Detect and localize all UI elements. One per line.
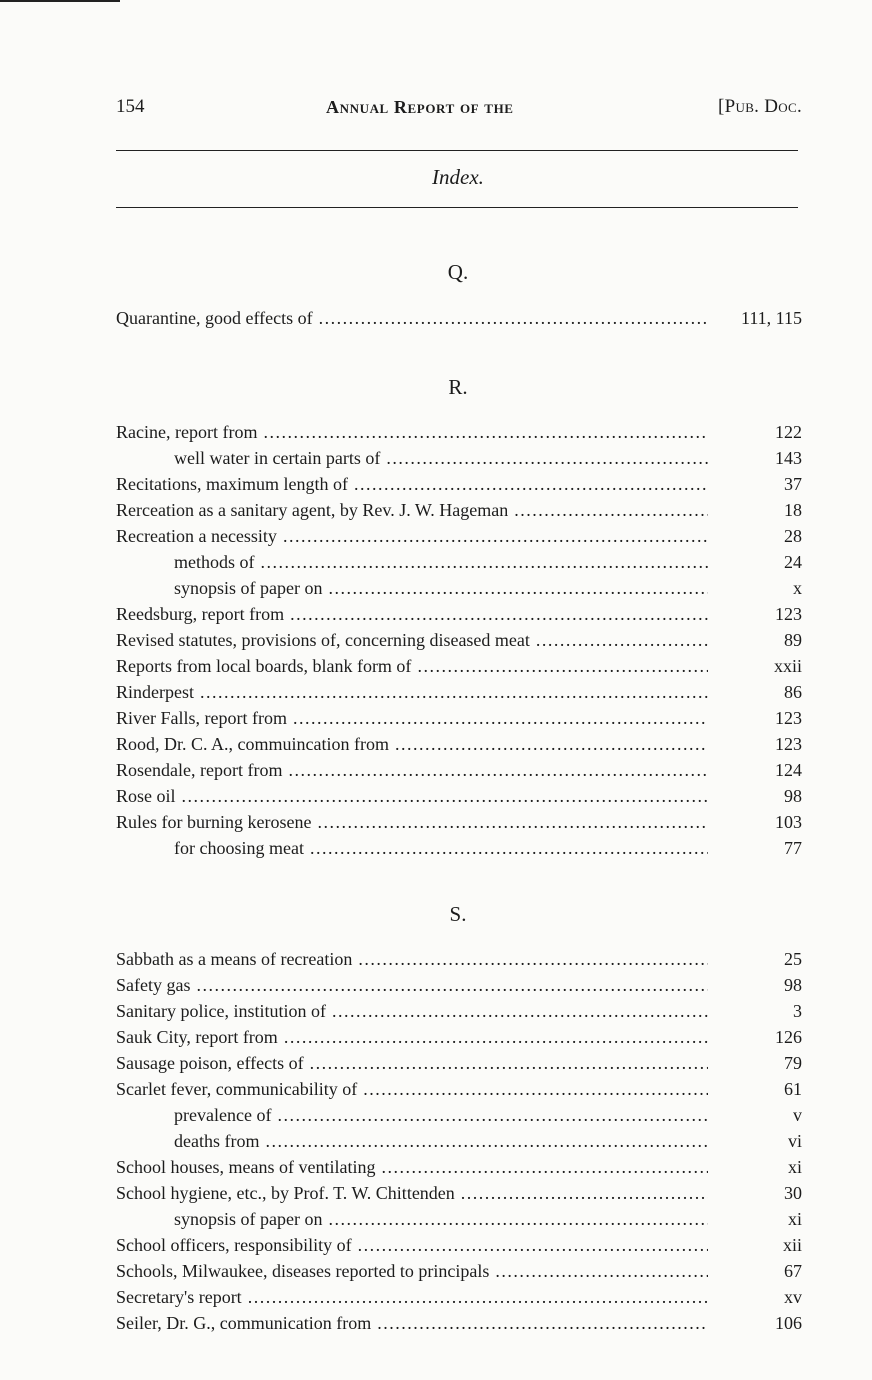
entry-page-reference: 77 [784,838,802,858]
entry-term: Quarantine, good effects of ..... [116,305,708,331]
entry-term: synopsis of paper on ..... [174,1206,708,1232]
entry-term: Schools, Milwaukee, diseases reported to principals ..... [116,1258,708,1284]
index-entry [116,497,802,523]
entry-term: School officers, responsibility of ..... [116,1232,708,1258]
entry-page-reference: 111, 115 [741,308,802,328]
entry-term: Recreation a necessity ..... [116,523,708,549]
entry-page-reference: 24 [784,552,802,572]
entry-term: Reports from local boards, blank form of ..... [116,653,708,679]
index-entry [116,601,802,627]
index-entry [116,757,802,783]
entry-term: Rood, Dr. C. A., commuincation from ..... [116,731,708,757]
entry-term: Secretary's report ..... [116,1284,708,1310]
entry-page-reference: 3 [793,1001,802,1021]
entry-term: Rosendale, report from ..... [116,757,708,783]
index-entry [116,946,802,972]
entry-term: methods of ..... [174,549,708,575]
section-r-entries [116,419,802,861]
index-entry [116,1024,802,1050]
index-entry [116,972,802,998]
entry-term: Scarlet fever, communicability of ..... [116,1076,708,1102]
entry-page-reference: 106 [775,1313,802,1333]
entry-page-reference: xxii [773,656,802,676]
entry-term: Safety gas ..... [116,972,708,998]
index-subentry [116,549,802,575]
index-entry [116,705,802,731]
index-entry [116,653,802,679]
index-title: Index. [432,165,484,189]
entry-term: Sauk City, report from ..... [116,1024,708,1050]
entry-term: synopsis of paper on ..... [174,575,708,601]
entry-page-reference: 86 [784,682,802,702]
index-entry [116,998,802,1024]
entry-term: School houses, means of ventilating ..... [116,1154,708,1180]
entry-page-reference: 123 [775,708,802,728]
index-entry [116,809,802,835]
top-edge-rule [0,0,120,2]
index-subentry [116,1128,802,1154]
entry-page-reference: 67 [784,1261,802,1281]
index-entry [116,1310,802,1336]
page-header [116,96,802,124]
entry-page-reference: 126 [775,1027,802,1047]
entry-page-reference: x [793,578,802,598]
entry-page-reference: v [793,1105,802,1125]
entry-term: Sanitary police, institution of ..... [116,998,708,1024]
entry-term: Rerceation as a sanitary agent, by Rev. J. W. Hageman ..... [116,497,708,523]
entry-term: Racine, report from ..... [116,419,708,445]
entry-term: School hygiene, etc., by Prof. T. W. Chittenden ..... [116,1180,708,1206]
index-subentry [116,835,802,861]
entry-page-reference: 143 [775,448,802,468]
entry-page-reference: 18 [784,500,802,520]
index-subentry [116,1102,802,1128]
entry-term: River Falls, report from ..... [116,705,708,731]
section-q-entries [116,305,802,331]
entry-term: Sabbath as a means of recreation ..... [116,946,708,972]
entry-page-reference: 124 [775,760,802,780]
page-number: 154 [116,96,145,117]
entry-page-reference: 61 [784,1079,802,1099]
entry-page-reference: xv [784,1287,802,1307]
entry-term: well water in certain parts of ..... [174,445,708,471]
entry-page-reference: xi [787,1209,802,1229]
entry-page-reference: 30 [784,1183,802,1203]
header-rule-bottom [116,207,798,208]
index-entry [116,783,802,809]
entry-page-reference: 25 [784,949,802,969]
entry-page-reference: 122 [775,422,802,442]
entry-term: Recitations, maximum length of ..... [116,471,708,497]
entry-page-reference: 89 [784,630,802,650]
section-s-entries [116,946,802,1336]
entry-term: Reedsburg, report from ..... [116,601,708,627]
entry-term: deaths from ..... [174,1128,708,1154]
entry-page-reference: 79 [784,1053,802,1073]
index-entry [116,1154,802,1180]
entry-page-reference: 37 [784,474,802,494]
section-letter-s: S. [449,902,467,926]
entry-page-reference: xii [782,1235,802,1255]
entry-page-reference: 98 [784,975,802,995]
index-entry [116,1284,802,1310]
index-entry [116,523,802,549]
index-entry [116,1076,802,1102]
entry-term: Rinderpest ..... [116,679,708,705]
entry-term: Revised statutes, provisions of, concerning diseased meat ..... [116,627,708,653]
entry-page-reference: 98 [784,786,802,806]
entry-page-reference: 123 [775,604,802,624]
entry-term: Rose oil ..... [116,783,708,809]
entry-term: Seiler, Dr. G., communication from ..... [116,1310,708,1336]
document-label: [Pub. Doc. [718,96,802,117]
index-entry [116,1232,802,1258]
entry-term: prevalence of ..... [174,1102,708,1128]
index-entry [116,305,802,331]
index-subentry [116,445,802,471]
index-entry [116,471,802,497]
entry-term: Rules for burning kerosene ..... [116,809,708,835]
index-entry [116,1258,802,1284]
entry-page-reference: 123 [775,734,802,754]
section-letter-q: Q. [447,260,469,284]
entry-term: for choosing meat ..... [174,835,708,861]
header-rule-top [116,150,798,151]
index-entry [116,1180,802,1206]
index-subentry [116,1206,802,1232]
entry-page-reference: 103 [775,812,802,832]
index-entry [116,731,802,757]
section-letter-r: R. [448,375,468,399]
entry-page-reference: vi [787,1131,802,1151]
entry-page-reference: 28 [784,526,802,546]
entry-page-reference: xi [787,1157,802,1177]
index-subentry [116,575,802,601]
entry-term: Sausage poison, effects of ..... [116,1050,708,1076]
index-entry [116,627,802,653]
running-title: Annual Report of the [326,97,514,117]
index-entry [116,679,802,705]
index-entry [116,1050,802,1076]
index-entry [116,419,802,445]
